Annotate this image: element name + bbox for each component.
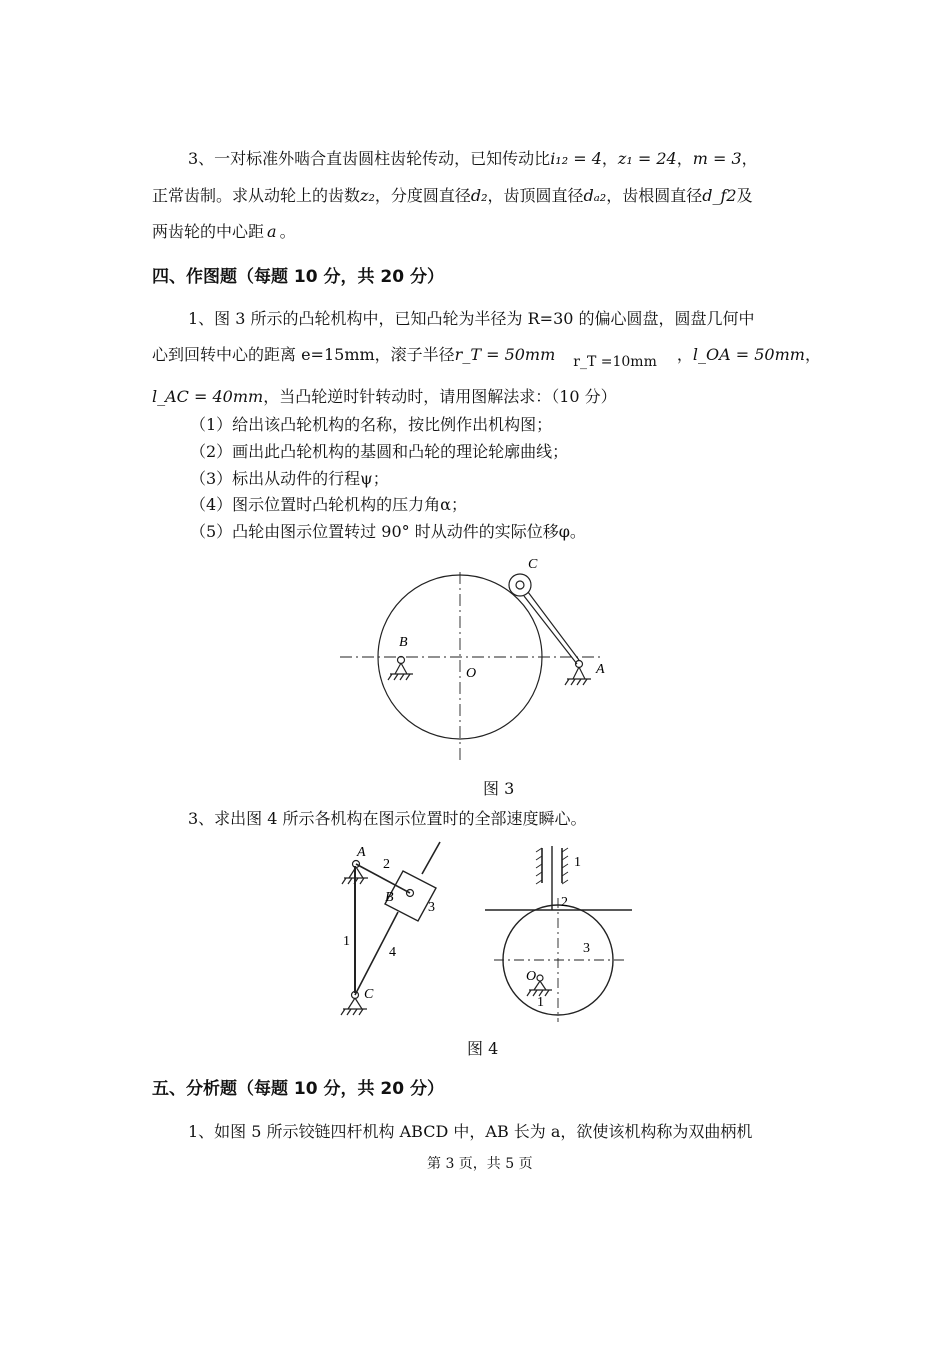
formula-lAC: l_AC = 40mm — [152, 387, 264, 406]
fig3-label-A: A — [596, 662, 605, 677]
sep: ， — [741, 149, 758, 168]
s4-item-3: （3）标出从动件的行程ψ； — [190, 469, 389, 488]
formula-rT-plain: r_T =10mm — [573, 354, 657, 370]
s4-q3-line: 3、求出图 4 所示各机构在图示位置时的全部速度瞬心。 — [188, 809, 587, 828]
s4-item-1: （1）给出该凸轮机构的名称，按比例作出机构图； — [190, 415, 553, 434]
fig3-label-B: B — [399, 635, 408, 650]
formula-a: a — [267, 222, 277, 241]
section4-title: 四、作图题（每题 10 分，共 20 分） — [152, 267, 444, 287]
sep: ， — [601, 149, 618, 168]
link-4-upper — [422, 842, 440, 874]
sep: ， — [676, 149, 693, 168]
fig4-n4: 4 — [389, 945, 396, 960]
s5-q1-line: 1、如图 5 所示铰链四杆机构 ABCD 中，AB 长为 a，欲使该机构称为双曲柄机 — [188, 1122, 753, 1141]
fig4r-label-O: O — [526, 969, 537, 984]
fig4r-n2: 2 — [561, 895, 568, 910]
fig4-n2: 2 — [383, 857, 390, 872]
formula-rT: r_T = 50mm — [454, 345, 556, 364]
s4-item-4: （4）图示位置时凸轮机构的压力角α； — [190, 495, 467, 514]
formula-df2: d_f2 — [702, 186, 737, 205]
formula-d2: d₂ — [470, 186, 488, 205]
text: 两齿轮的中心距 — [152, 222, 265, 241]
figure-3-caption: 图 3 — [483, 779, 515, 798]
fig4r-n1-top: 1 — [574, 855, 581, 870]
fig4r-n3: 3 — [583, 941, 590, 956]
text: 。 — [279, 222, 296, 241]
fig4-label-B: B — [385, 890, 394, 905]
figure-4-caption: 图 4 — [467, 1039, 499, 1058]
formula-z1: z₁ = 24 — [617, 149, 677, 168]
fig4-n3: 3 — [428, 900, 435, 915]
fig3-label-C: C — [528, 557, 538, 572]
fig4-label-C: C — [364, 987, 374, 1002]
sep: ， — [804, 345, 821, 364]
page-footer: 第 3 页，共 5 页 — [427, 1156, 533, 1172]
s4-q1-line1: 1、图 3 所示的凸轮机构中，已知凸轮为半径为 R=30 的偏心圆盘，圆盘几何中 — [188, 309, 755, 328]
section5-title: 五、分析题（每题 10 分，共 20 分） — [152, 1079, 444, 1099]
formula-m: m = 3 — [692, 149, 742, 168]
formula-da2: dₐ₂ — [583, 186, 607, 205]
text: ，齿根圆直径 — [606, 186, 703, 205]
fig4r-n1-bottom: 1 — [537, 995, 544, 1010]
fig4-label-A: A — [357, 845, 366, 860]
text: ，齿顶圆直径 — [487, 186, 584, 205]
fig3-label-O: O — [466, 666, 477, 681]
s4-item-2: （2）画出此凸轮机构的基圆和凸轮的理论轮廓曲线； — [190, 442, 569, 461]
s4-item-5: （5）凸轮由图示位置转过 90° 时从动件的实际位移φ。 — [190, 522, 586, 541]
text: ，当凸轮逆时针转动时，请用图解法求：（10 分） — [263, 387, 617, 406]
formula-i12: i₁₂ = 4 — [550, 149, 602, 168]
formula-lOA: l_OA = 50mm — [692, 345, 805, 364]
text: 心到回转中心的距离 e=15mm，滚子半径 — [152, 345, 455, 364]
text: 正常齿制。求从动轮上的齿数 — [152, 186, 361, 205]
pivot-O — [537, 975, 543, 981]
text: 3、一对标准外啮合直齿圆柱齿轮传动，已知传动比 — [188, 149, 551, 168]
fig4-n1: 1 — [343, 934, 350, 949]
sep: ， — [676, 345, 693, 364]
formula-z2: z₂ — [360, 186, 375, 205]
text: ，分度圆直径 — [374, 186, 471, 205]
text: 及 — [736, 186, 753, 205]
